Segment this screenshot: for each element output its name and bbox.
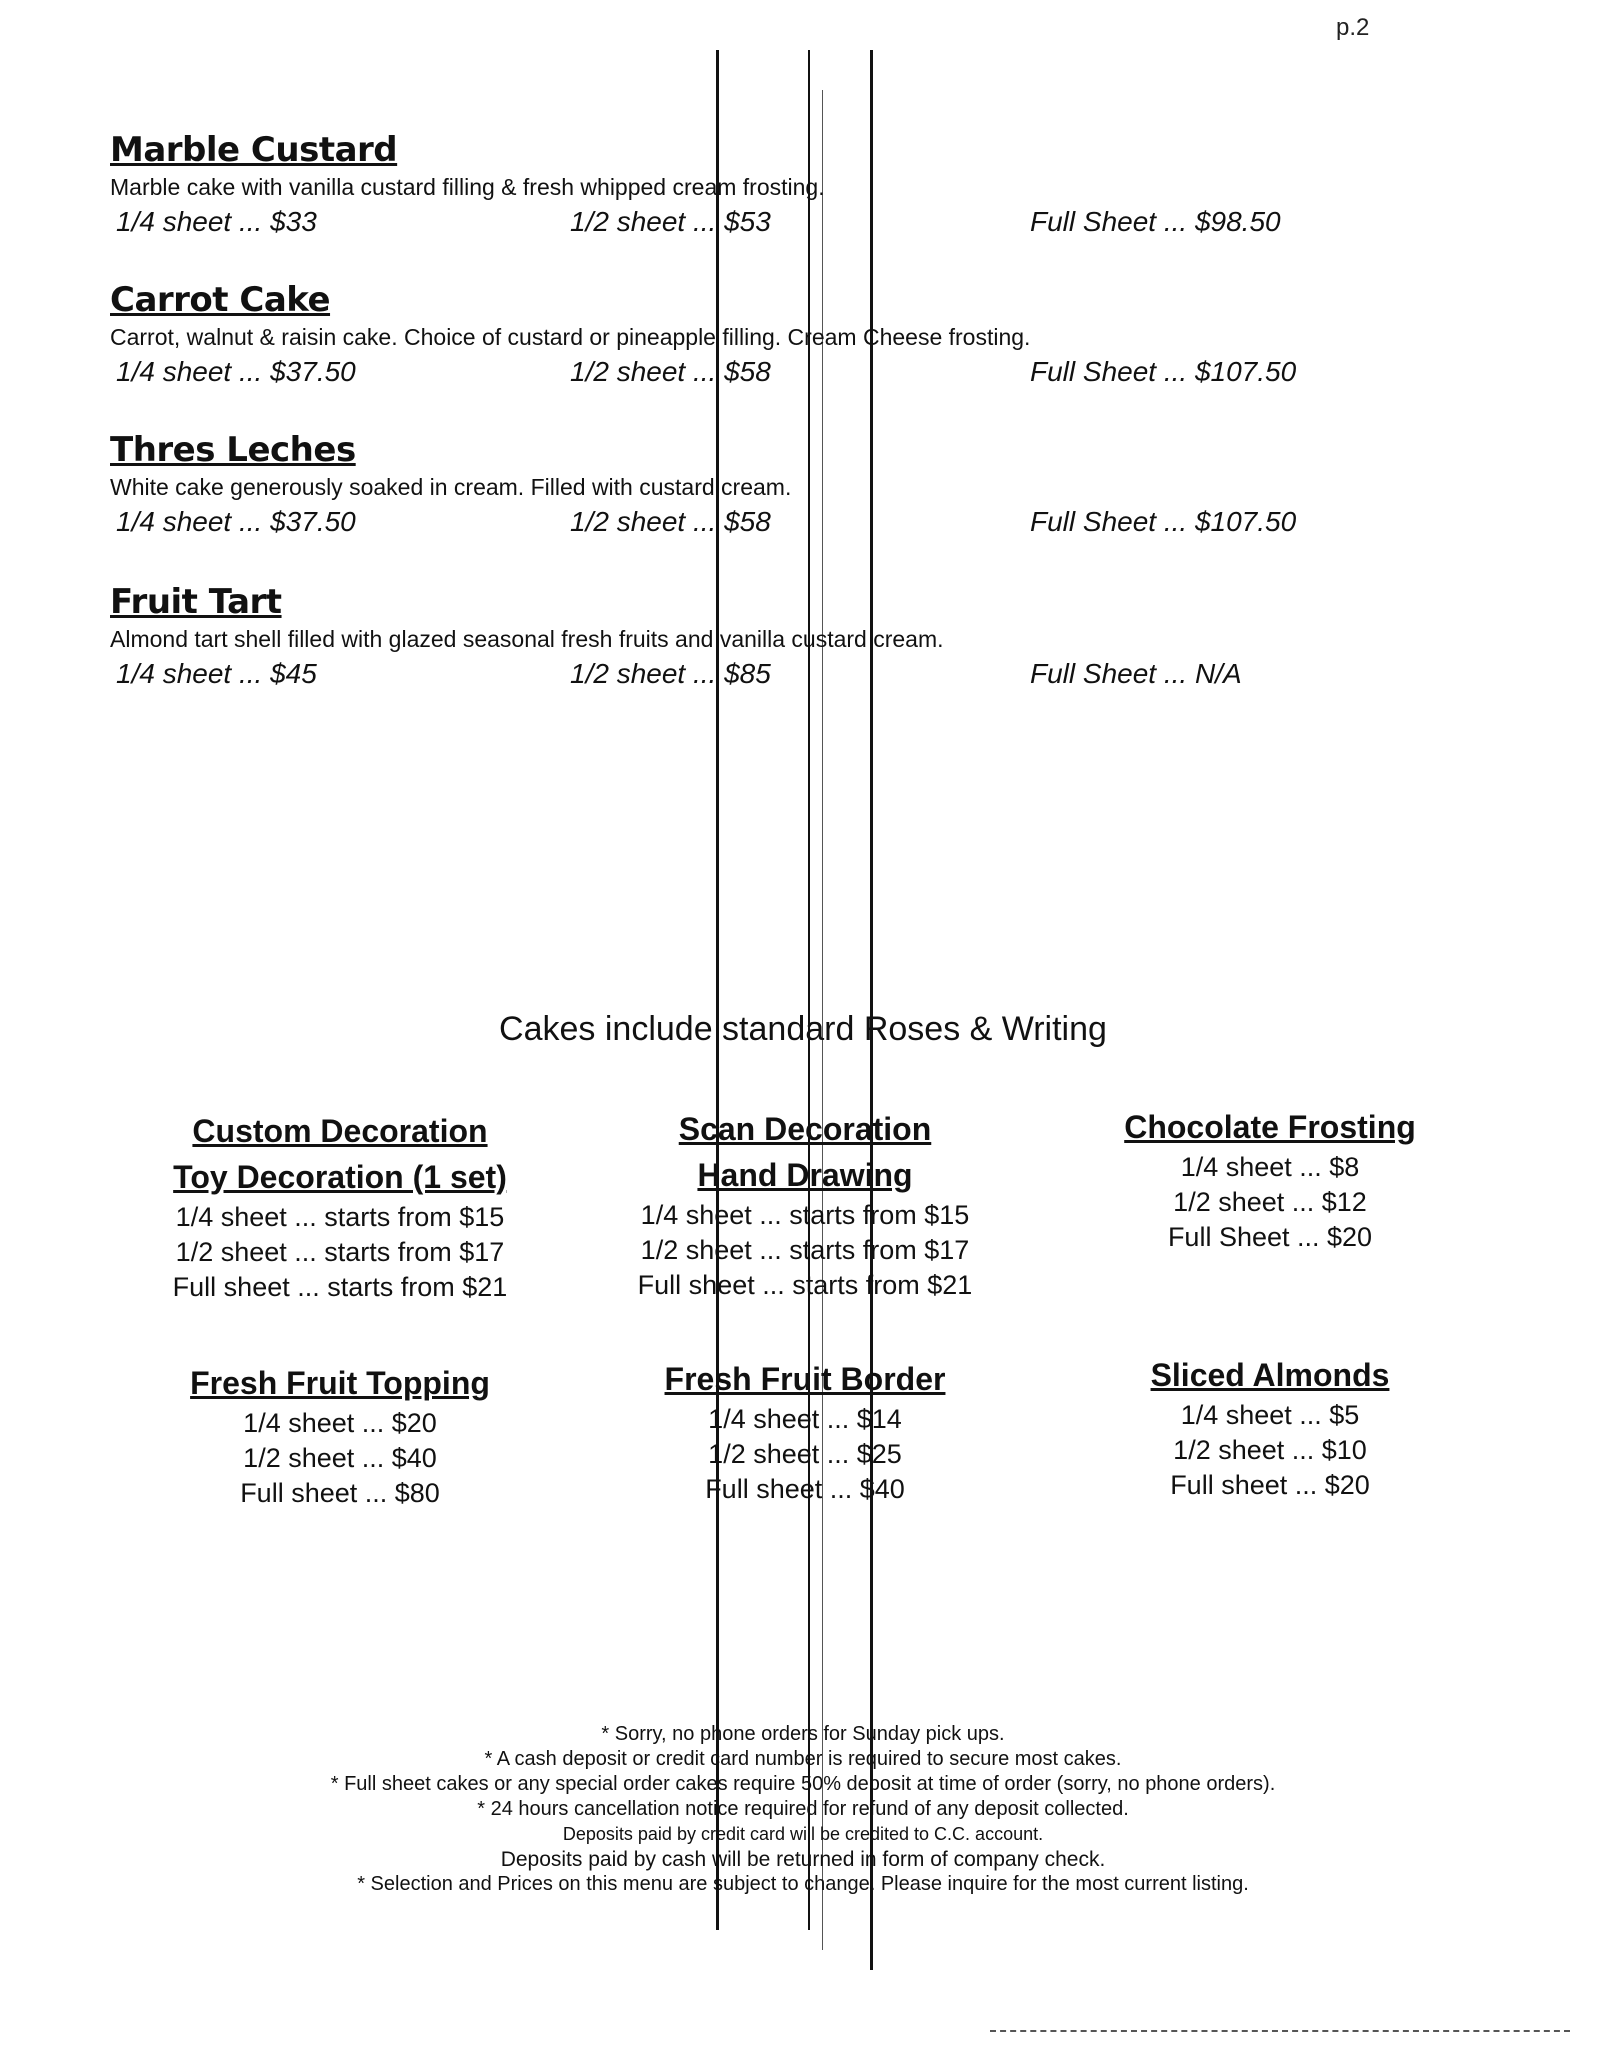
extra-price-line: 1/4 sheet ... $5	[1180, 1400, 1360, 1430]
extra-title: Fresh Fruit Topping	[190, 1365, 490, 1401]
extra-price-line: Full sheet ... starts from $21	[172, 1272, 508, 1302]
extra-title: Custom Decoration	[192, 1113, 488, 1149]
price-row	[110, 506, 1360, 542]
extra-price-line: 1/4 sheet ... $20	[243, 1408, 437, 1438]
note-line: * 24 hours cancellation notice required for refund of any deposit collected.	[477, 1798, 1129, 1820]
note-line: * A cash deposit or credit card number is required to secure most cakes.	[484, 1748, 1122, 1770]
price-full-sheet: Full Sheet ... N/A	[1030, 658, 1242, 689]
extra-title: Hand Drawing	[697, 1157, 913, 1193]
cake-name: Marble Custard	[110, 130, 398, 170]
cake-description: Almond tart shell filled with glazed seasonal fresh fruits and vanilla custard cream.	[110, 626, 944, 652]
price-full-sheet: Full Sheet ... $107.50	[1030, 506, 1297, 537]
extra-price-line: Full Sheet ... $20	[1167, 1222, 1373, 1252]
price-full-sheet: Full Sheet ... $107.50	[1030, 356, 1297, 387]
extra-price-line: 1/4 sheet ... starts from $15	[640, 1200, 970, 1230]
cake-name: Carrot Cake	[110, 280, 331, 320]
extra-scan-decoration	[585, 1106, 1025, 1303]
page-number: p.2	[1336, 14, 1370, 41]
cake-item-carrot-cake	[110, 280, 1360, 392]
price-full-sheet: Full Sheet ... $98.50	[1030, 206, 1281, 237]
price-quarter-sheet: 1/4 sheet ... $45	[116, 658, 317, 689]
price-half-sheet: 1/2 sheet ... $58	[570, 356, 771, 387]
cake-description: White cake generously soaked in cream. Filled with custard cream.	[110, 474, 792, 500]
extra-price-line: Full sheet ... $80	[240, 1478, 440, 1508]
price-row	[110, 356, 1360, 392]
price-half-sheet: 1/2 sheet ... $58	[570, 506, 771, 537]
extra-fresh-fruit-border	[585, 1356, 1025, 1507]
extra-price-line: 1/4 sheet ... $14	[708, 1404, 902, 1434]
extra-title: Fresh Fruit Border	[664, 1361, 946, 1397]
policy-notes	[0, 1722, 1606, 1897]
cake-item-marble-custard	[110, 130, 1360, 242]
cake-item-thres-leches	[110, 430, 1360, 542]
extra-price-line: Full sheet ... $40	[705, 1474, 905, 1504]
cake-name: Thres Leches	[110, 430, 356, 470]
footer-rule	[990, 2030, 1570, 2032]
price-quarter-sheet: 1/4 sheet ... $37.50	[116, 356, 356, 387]
include-note: Cakes include standard Roses & Writing	[499, 1010, 1107, 1048]
extra-chocolate-frosting	[1050, 1104, 1490, 1255]
extra-title: Sliced Almonds	[1150, 1357, 1390, 1393]
extra-sliced-almonds	[1050, 1352, 1490, 1503]
cake-item-fruit-tart	[110, 582, 1360, 694]
note-line: * Full sheet cakes or any special order cakes require 50% deposit at time of order (sorry, no phone orders).	[330, 1773, 1276, 1795]
extra-price-line: Full sheet ... starts from $21	[637, 1270, 973, 1300]
note-line: * Selection and Prices on this menu are subject to change. Please inquire for the most current listing.	[357, 1873, 1249, 1895]
extra-price-line: 1/2 sheet ... $25	[708, 1439, 902, 1469]
price-row	[110, 206, 1360, 242]
price-half-sheet: 1/2 sheet ... $85	[570, 658, 771, 689]
note-line: * Sorry, no phone orders for Sunday pick ups.	[601, 1723, 1005, 1745]
price-half-sheet: 1/2 sheet ... $53	[570, 206, 771, 237]
cake-description: Marble cake with vanilla custard filling & fresh whipped cream frosting.	[110, 174, 825, 200]
price-quarter-sheet: 1/4 sheet ... $37.50	[116, 506, 356, 537]
cake-description: Carrot, walnut & raisin cake. Choice of custard or pineapple filling. Cream Cheese frosting.	[110, 324, 1031, 350]
extra-custom-decoration	[120, 1108, 560, 1305]
price-row	[110, 658, 1360, 694]
extra-price-line: 1/2 sheet ... $40	[243, 1443, 437, 1473]
extra-title: Scan Decoration	[678, 1111, 932, 1147]
extra-price-line: 1/2 sheet ... $12	[1173, 1187, 1367, 1217]
price-quarter-sheet: 1/4 sheet ... $33	[116, 206, 317, 237]
cake-name: Fruit Tart	[110, 582, 282, 622]
extra-price-line: 1/4 sheet ... $8	[1180, 1152, 1360, 1182]
extra-price-line: Full sheet ... $20	[1170, 1470, 1370, 1500]
note-line: Deposits paid by credit card will be credited to C.C. account.	[562, 1824, 1044, 1844]
extra-fresh-fruit-topping	[120, 1360, 560, 1511]
note-line: Deposits paid by cash will be returned in form of company check.	[500, 1848, 1106, 1871]
extra-title: Toy Decoration (1 set)	[173, 1159, 507, 1195]
extra-title: Chocolate Frosting	[1124, 1109, 1416, 1145]
extra-price-line: 1/2 sheet ... starts from $17	[640, 1235, 970, 1265]
extra-price-line: 1/2 sheet ... starts from $17	[175, 1237, 505, 1267]
extra-price-line: 1/2 sheet ... $10	[1173, 1435, 1367, 1465]
extra-price-line: 1/4 sheet ... starts from $15	[175, 1202, 505, 1232]
